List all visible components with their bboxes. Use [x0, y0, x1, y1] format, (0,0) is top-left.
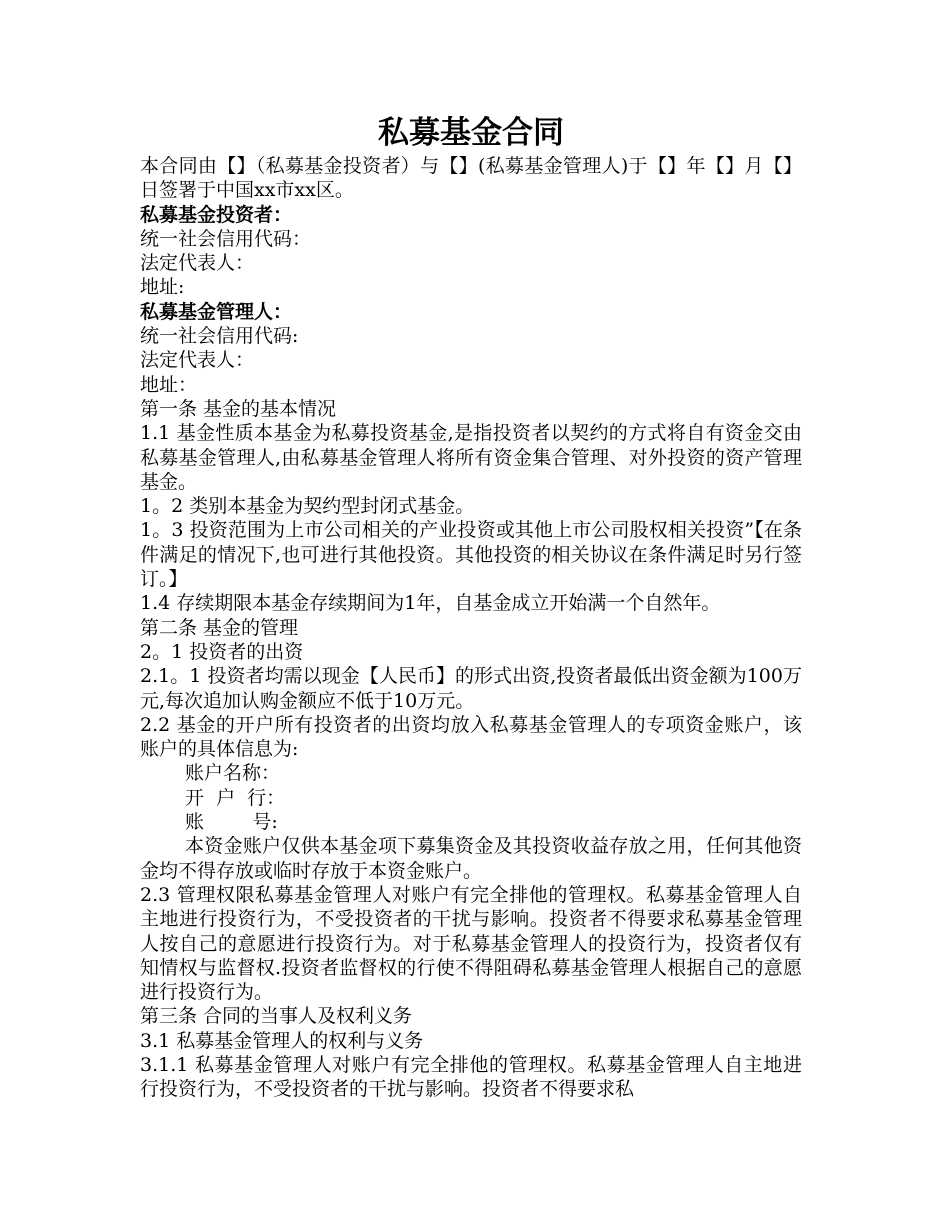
clause-1-4: 1.4 存续期限本基金存续期间为1年，自基金成立开始满一个自然年。 [140, 592, 721, 615]
clause-1-1: 1.1 基金性质本基金为私募投资基金,是指投资者以契约的方式将自有资金交由私募基金管理人,由私募基金管理人将所有资金集合管理、对外投资的资产管理基金。 [140, 422, 802, 493]
account-name-field: 账户名称： [185, 762, 281, 785]
manager-credit-code: 统一社会信用代码: [140, 325, 299, 348]
manager-heading: 私募基金管理人： [140, 300, 293, 323]
investor-heading: 私募基金投资者： [140, 203, 293, 226]
article-2-heading: 第二条 基金的管理 [140, 616, 299, 639]
investor-legal-rep: 法定代表人： [140, 252, 255, 275]
article-1-heading: 第一条 基金的基本情况 [140, 397, 337, 420]
clause-2-1: 2。1 投资者的出资 [140, 640, 304, 663]
clause-2-2: 2.2 基金的开户所有投资者的出资均放入私募基金管理人的专项资金账户，该账户的具体信息为: [140, 713, 802, 761]
bank-field: 开 户 行： [185, 786, 286, 809]
manager-legal-rep: 法定代表人： [140, 349, 255, 372]
clause-3-1-1: 3.1.1 私募基金管理人对账户有完全排他的管理权。私募基金管理人自主地进行投资行为，不受投资者的干扰与影响。投资者不得要求私 [140, 1053, 802, 1101]
clause-2-1-1: 2.1。1 投资者均需以现金【人民币】的形式出资,投资者最低出资金额为100万元,每次追加认购金额应不低于10万元。 [140, 665, 802, 712]
clause-1-2: 1。2 类别本基金为契约型封闭式基金。 [140, 495, 475, 518]
clause-1-3: 1。3 投资范围为上市公司相关的产业投资或其他上市公司股权相关投资”【在条件满足的情况下,也可进行其他投资。其他投资的相关协议在条件满足时另行签订。】 [140, 519, 802, 591]
clause-3-1: 3.1 私募基金管理人的权利与义务 [140, 1029, 424, 1052]
account-usage-note: 本资金账户仅供本基金项下募集资金及其投资收益存放之用，任何其他资金均不得存放或临时存放于本资金账户。 [140, 835, 802, 882]
investor-credit-code: 统一社会信用代码： [140, 227, 312, 250]
manager-address: 地址： [140, 373, 198, 396]
article-3-heading: 第三条 合同的当事人及权利义务 [140, 1005, 413, 1028]
investor-address: 地址: [140, 276, 185, 299]
clause-2-3: 2.3 管理权限私募基金管理人对账户有完全排他的管理权。私募基金管理人自主地进行投资行为，不受投资者的干扰与影响。投资者不得要求私募基金管理人按自己的意愿进行投资行为。对于私募基金管理人的投资行为，投资者仅有知情权与监督权.投资者监督权的行使不得阻碍私募基金管理人根据自己的意愿进行投资行为。 [140, 883, 802, 1004]
account-number-field: 账 号: [185, 811, 278, 834]
document-body [140, 112, 802, 1102]
document-title: 私募基金合同 [378, 115, 564, 151]
contract-intro: 本合同由【】（私募基金投资者）与【】(私募基金管理人)于【】年【】月【】日签署于中国xx市xx区。 [140, 155, 802, 202]
